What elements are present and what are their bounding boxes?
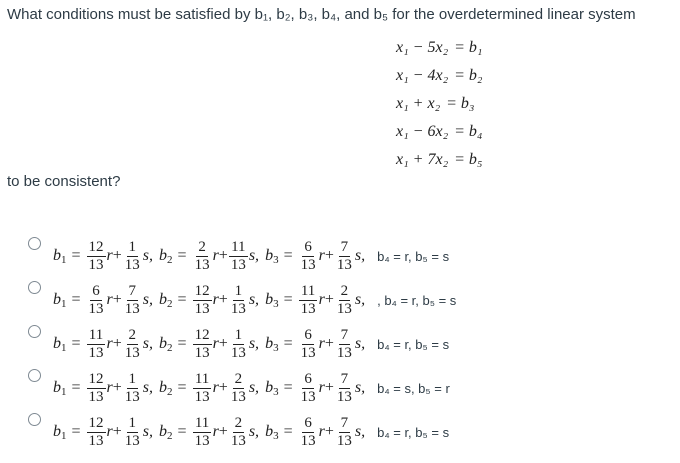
variable-b1: $b_1$ [53,290,67,310]
variable-b3: $b_3$ [265,422,279,442]
fraction [193,327,212,362]
plus-sign: + [218,379,228,396]
denominator: 13 [300,300,316,317]
term-b1 [53,327,153,362]
denominator: 13 [88,432,104,449]
denominator: 13 [194,388,210,405]
fraction [123,327,142,362]
option-expression [53,415,449,450]
variable-b3: $b_3$ [265,246,279,266]
numerator: 6 [92,282,100,299]
variable-r: r [318,291,325,308]
numerator: 1 [128,414,137,431]
denominator: 13 [230,344,246,361]
variable-s: s, [142,247,154,264]
question-vars: b₁, b₂, b₃, b₄, and b₅ [254,6,389,23]
linear-system [396,34,576,174]
variable-s: s, [248,379,260,396]
plus-sign: + [324,247,334,264]
denominator: 13 [230,432,246,449]
denominator: 13 [194,256,210,273]
numerator: 12 [194,282,210,299]
numerator: 12 [88,238,104,255]
numerator: 11 [231,238,246,255]
equals-sign: = [283,247,293,264]
variable-r: r [212,379,219,396]
option-expression [53,239,449,274]
term-b2 [159,327,259,362]
denominator: 13 [124,388,140,405]
fraction [335,327,354,362]
numerator: 2 [234,370,243,387]
fraction [335,415,354,450]
denominator: 13 [336,388,352,405]
denominator: 13 [300,344,316,361]
plus-sign: + [218,423,228,440]
fraction [229,283,248,318]
numerator: 6 [304,326,312,343]
option-expression [53,327,449,362]
variable-r: r [318,335,325,352]
denominator: 13 [300,256,316,273]
variable-s: s, [142,335,154,352]
fraction [229,371,248,406]
variable-r: r [212,423,219,440]
variable-b1: $b_1$ [53,334,67,354]
term-b3 [265,415,365,450]
equals-sign: = [71,247,81,264]
fraction [123,283,142,318]
term-b2 [159,371,259,406]
denominator: 13 [336,344,352,361]
variable-r: r [106,335,113,352]
fraction [87,239,106,274]
equals-sign: = [71,379,81,396]
option-tail: b₄ = r, b₅ = s [377,248,450,264]
equation-4: x₁ − 6x₂ = b₄ [396,123,483,140]
equals-sign: = [177,423,187,440]
term-b1 [53,283,153,318]
fraction [87,371,106,406]
numerator: 11 [194,370,210,387]
numerator: 2 [198,238,206,255]
equals-sign: = [177,291,187,308]
fraction [123,239,142,274]
plus-sign: + [218,335,228,352]
plus-sign: + [112,247,122,264]
denominator: 13 [194,300,210,317]
variable-b1: $b_1$ [53,378,67,398]
variable-s: s, [354,335,366,352]
variable-s: s, [354,291,366,308]
plus-sign: + [112,291,122,308]
denominator: 13 [194,344,210,361]
term-b1 [53,239,153,274]
numerator: 12 [88,370,104,387]
variable-s: s, [142,423,154,440]
radio-button[interactable] [28,325,41,338]
fraction [123,371,142,406]
fraction [299,415,318,450]
variable-r: r [106,291,113,308]
numerator: 7 [340,414,349,431]
variable-s: s, [142,379,154,396]
equals-sign: = [177,379,187,396]
plus-sign: + [218,247,228,264]
fraction [87,283,106,318]
denominator: 13 [300,432,316,449]
equals-sign: = [71,423,81,440]
option-tail: b₄ = s, b₅ = r [377,380,450,396]
variable-r: r [212,335,219,352]
denominator: 13 [230,388,246,405]
denominator: 13 [88,256,104,273]
option-expression [53,283,456,318]
plus-sign: + [324,423,334,440]
plus-sign: + [324,379,334,396]
variable-r: r [106,379,113,396]
numerator: 7 [128,282,137,299]
denominator: 13 [230,256,246,273]
denominator: 13 [124,344,140,361]
numerator: 1 [234,282,243,299]
denominator: 13 [336,256,352,273]
fraction [229,327,248,362]
numerator: 1 [128,370,137,387]
equals-sign: = [283,379,293,396]
radio-button[interactable] [28,369,41,382]
question-prefix: What conditions must be satisfied by [7,6,255,23]
fraction [229,239,248,274]
numerator: 6 [304,238,312,255]
variable-r: r [318,379,325,396]
denominator: 13 [194,432,210,449]
option-tail: , b₄ = r, b₅ = s [377,292,457,308]
plus-sign: + [324,335,334,352]
numerator: 2 [340,282,349,299]
denominator: 13 [124,300,140,317]
fraction [87,327,106,362]
numerator: 6 [304,414,312,431]
variable-s: s, [354,423,366,440]
fraction [193,283,212,318]
equals-sign: = [283,335,293,352]
fraction [299,327,318,362]
fraction [299,283,318,318]
fraction [123,415,142,450]
equals-sign: = [283,423,293,440]
radio-button[interactable] [28,413,41,426]
variable-s: s, [248,335,260,352]
question-text [7,6,636,23]
term-b3 [265,239,365,274]
equation-3: x₁ + x₂ = b₃ [396,95,475,112]
plus-sign: + [324,291,334,308]
plus-sign: + [112,335,122,352]
denominator: 13 [230,300,246,317]
variable-b2: $b_2$ [159,378,173,398]
numerator: 7 [340,326,349,343]
variable-b1: $b_1$ [53,246,67,266]
term-b3 [265,371,365,406]
variable-s: s, [142,291,154,308]
numerator: 1 [128,238,137,255]
fraction [335,371,354,406]
variable-r: r [212,247,219,264]
numerator: 11 [300,282,316,299]
fraction [335,239,354,274]
numerator: 7 [340,238,349,255]
equals-sign: = [71,291,81,308]
term-b2 [159,283,259,318]
fraction [299,371,318,406]
variable-s: s, [248,247,260,264]
numerator: 11 [194,414,210,431]
numerator: 6 [304,370,312,387]
term-b1 [53,371,153,406]
equals-sign: = [71,335,81,352]
fraction [87,415,106,450]
numerator: 12 [194,326,210,343]
variable-s: s, [248,423,260,440]
option-tail: b₄ = r, b₅ = s [377,336,450,352]
denominator: 13 [88,388,104,405]
equation-5: x₁ + 7x₂ = b₅ [396,151,483,168]
equation-2: x₁ − 4x₂ = b₂ [396,67,483,84]
question-suffix: for the overdetermined linear system [388,6,636,23]
plus-sign: + [112,379,122,396]
option-tail: b₄ = r, b₅ = s [377,424,450,440]
fraction [193,415,212,450]
denominator: 13 [124,432,140,449]
variable-r: r [318,423,325,440]
fraction [299,239,318,274]
answer-option-3[interactable] [28,322,673,366]
variable-b2: $b_2$ [159,334,173,354]
variable-r: r [318,247,325,264]
numerator: 2 [234,414,243,431]
variable-s: s, [354,379,366,396]
term-b3 [265,327,365,362]
variable-r: r [106,247,113,264]
variable-b2: $b_2$ [159,422,173,442]
equals-sign: = [283,291,293,308]
variable-b3: $b_3$ [265,378,279,398]
fraction [193,239,212,274]
equals-sign: = [177,247,187,264]
consistency-text: to be consistent? [7,173,121,190]
radio-button[interactable] [28,237,41,250]
variable-s: s, [248,291,260,308]
plus-sign: + [218,291,228,308]
variable-b2: $b_2$ [159,246,173,266]
fraction [335,283,354,318]
variable-b2: $b_2$ [159,290,173,310]
plus-sign: + [112,423,122,440]
denominator: 13 [88,300,104,317]
answer-option-4[interactable] [28,366,673,410]
denominator: 13 [300,388,316,405]
variable-r: r [212,291,219,308]
term-b1 [53,415,153,450]
answer-option-2[interactable] [28,278,673,322]
radio-button[interactable] [28,281,41,294]
numerator: 7 [340,370,349,387]
answer-option-1[interactable] [28,234,673,278]
numerator: 12 [88,414,104,431]
term-b2 [159,239,259,274]
variable-b1: $b_1$ [53,422,67,442]
fraction [229,415,248,450]
numerator: 11 [88,326,104,343]
denominator: 13 [124,256,140,273]
numerator: 1 [234,326,243,343]
variable-b3: $b_3$ [265,290,279,310]
variable-s: s, [354,247,366,264]
denominator: 13 [336,432,352,449]
variable-b3: $b_3$ [265,334,279,354]
numerator: 2 [128,326,137,343]
denominator: 13 [336,300,352,317]
term-b2 [159,415,259,450]
option-expression [53,371,450,406]
equals-sign: = [177,335,187,352]
fraction [193,371,212,406]
answer-option-5[interactable] [28,410,673,454]
variable-r: r [106,423,113,440]
denominator: 13 [88,344,104,361]
term-b3 [265,283,365,318]
equation-1: x₁ − 5x₂ = b₁ [396,39,483,56]
